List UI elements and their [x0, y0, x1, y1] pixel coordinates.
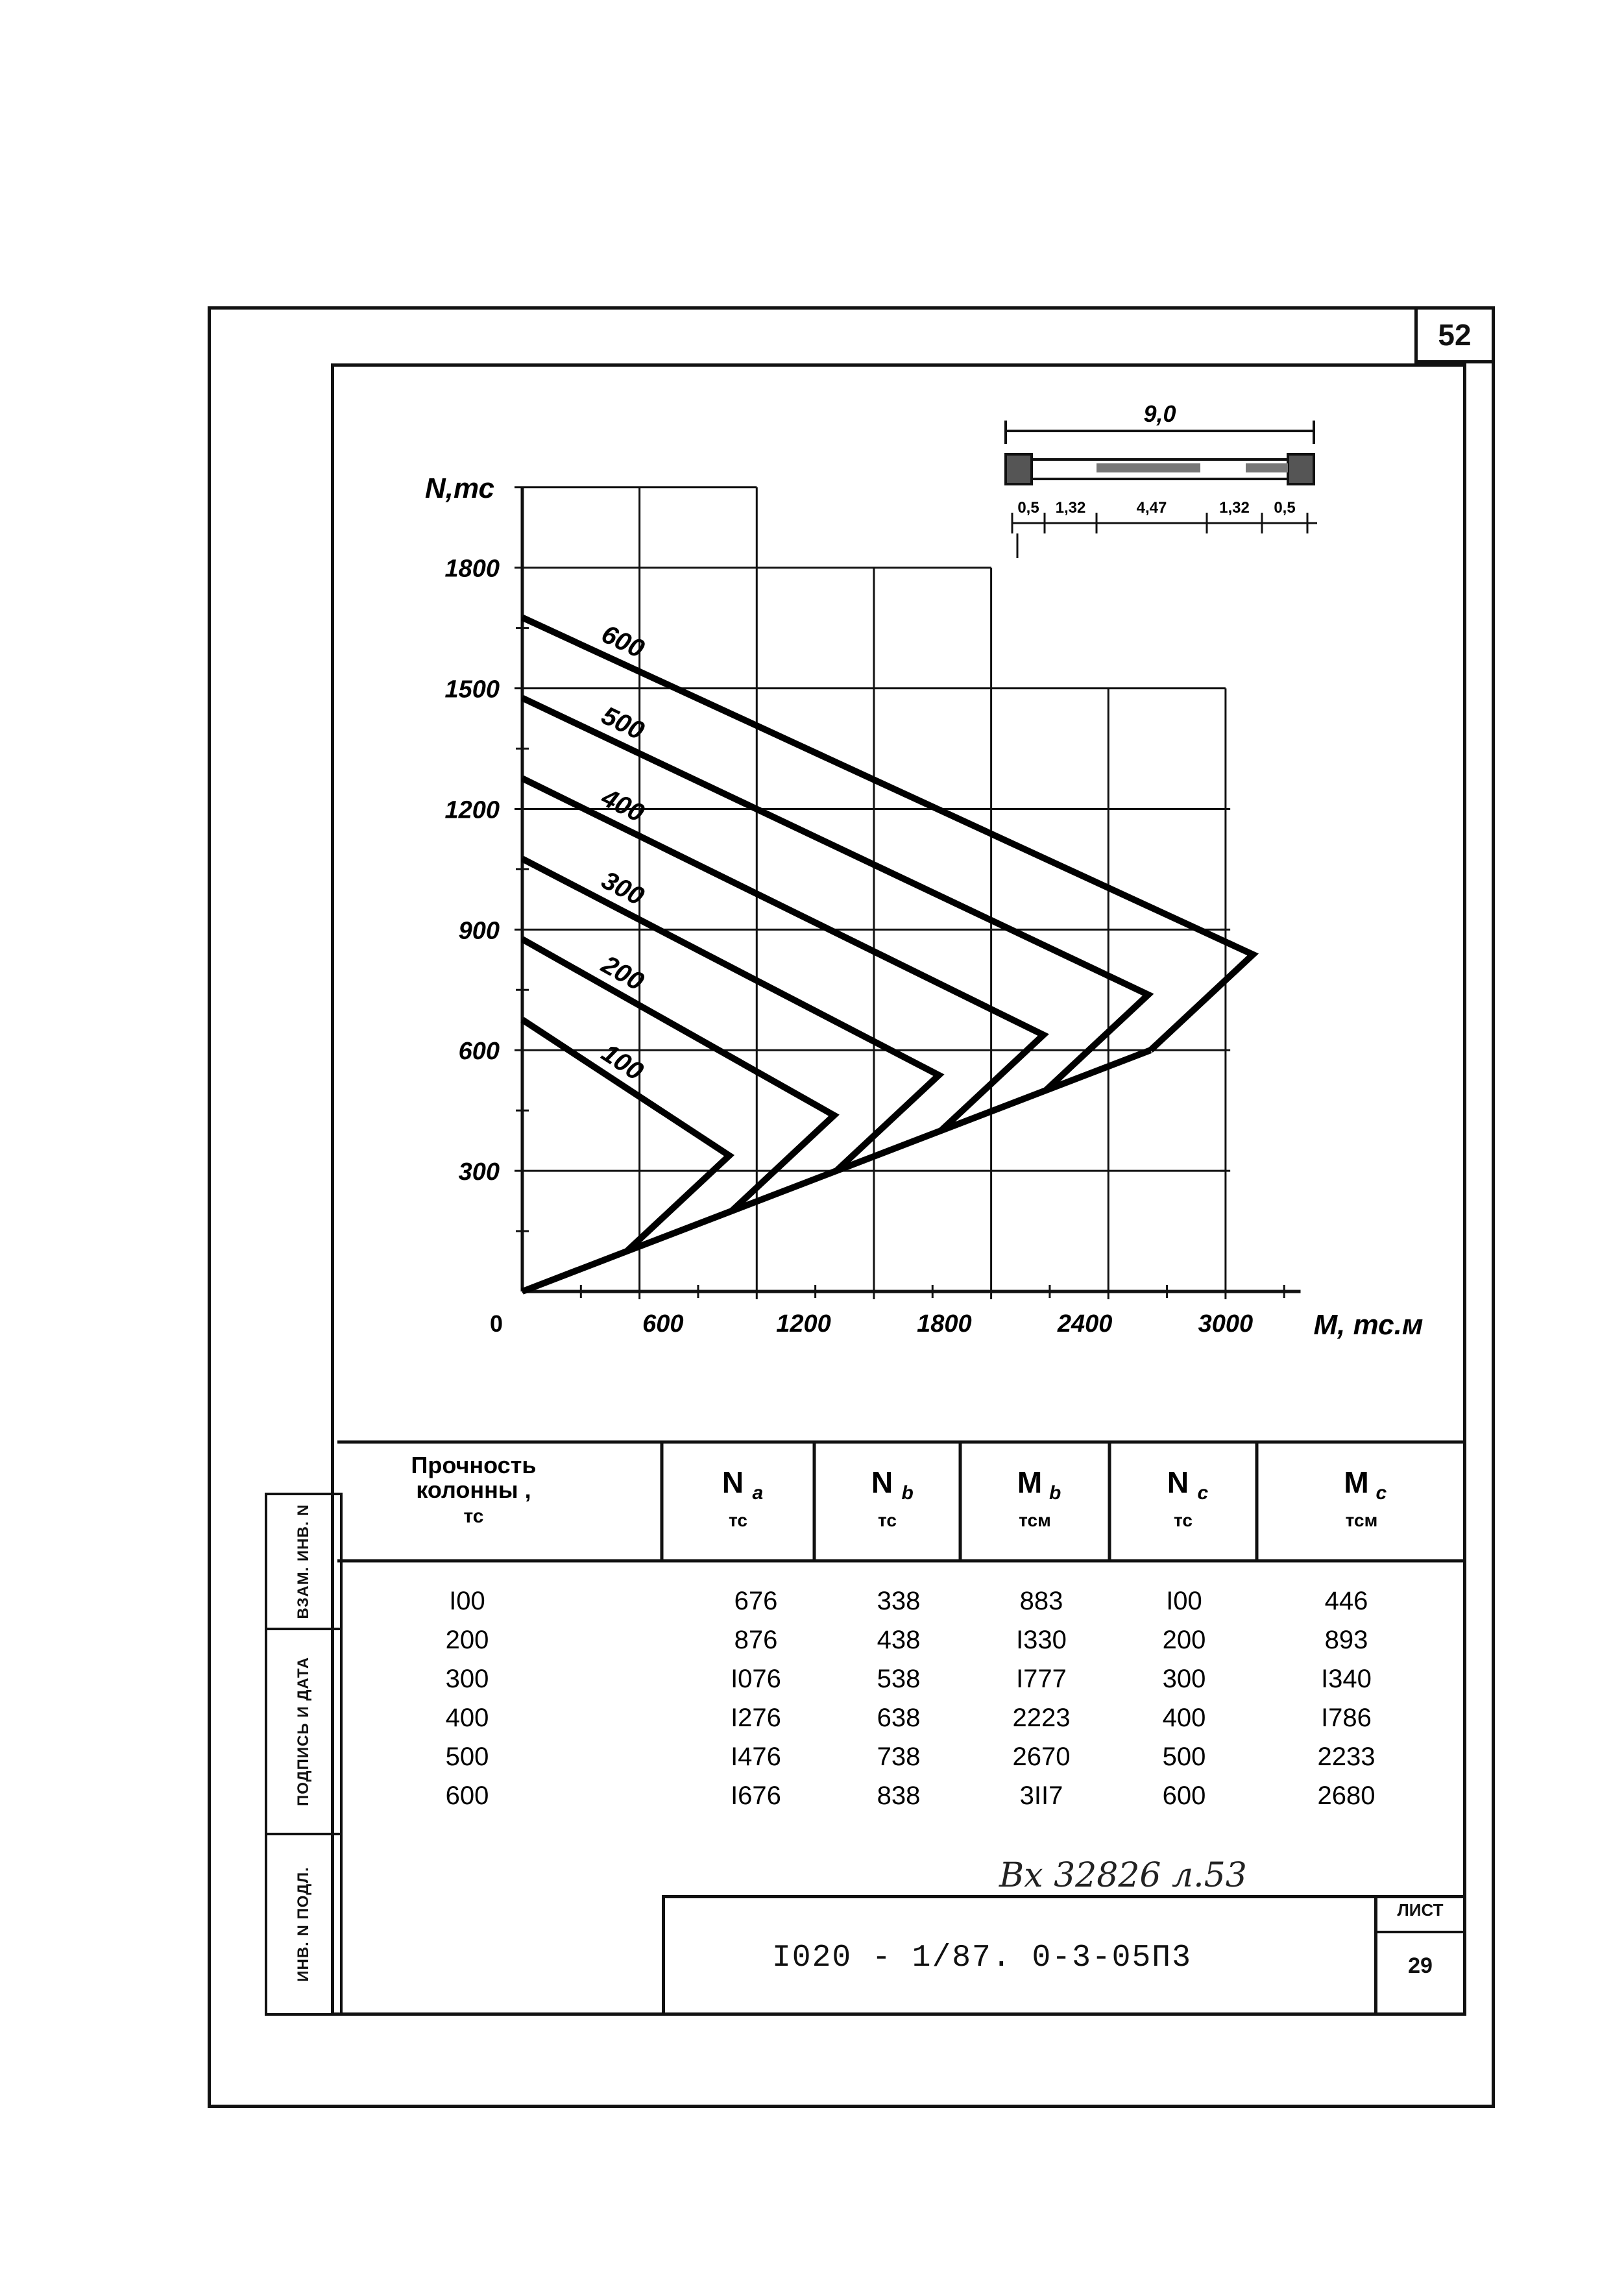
table-header-1-sub: a	[752, 1482, 764, 1504]
table-cell-r3-c1: I276	[731, 1704, 781, 1732]
table-header-2-unit: тс	[878, 1510, 897, 1530]
table-cell-r4-c3: 2670	[1012, 1743, 1071, 1771]
sketch-subdim-3: 1,32	[1219, 499, 1250, 517]
top-sheet-number: 52	[1414, 306, 1495, 363]
sheet-divider	[1374, 1931, 1466, 1933]
stamp-cell-replace	[267, 1495, 340, 1630]
sketch-subdim-0: 0,5	[1017, 499, 1039, 517]
table-cell-r5-c1: I676	[731, 1781, 781, 1810]
table-cell-r3-c0: 400	[445, 1704, 489, 1732]
table-header-4-sub: c	[1197, 1482, 1209, 1504]
table-header-3: M	[1017, 1465, 1043, 1499]
table-cell-r0-c1: 676	[734, 1587, 778, 1615]
table-cell-r2-c3: I777	[1016, 1665, 1067, 1693]
x-tick-label-2400: 2400	[1057, 1310, 1113, 1338]
table-cell-r4-c2: 738	[877, 1743, 921, 1771]
table-cell-r5-c2: 838	[877, 1781, 921, 1810]
table-cell-r3-c2: 638	[877, 1704, 921, 1732]
stamp-replace-label: ВЗАМ. ИНВ. N	[295, 1504, 312, 1619]
table-cell-r0-c3: 883	[1019, 1587, 1063, 1615]
sheet-label: ЛИСТ	[1397, 1900, 1444, 1920]
table-cell-r1-c4: 200	[1162, 1626, 1206, 1654]
table-cell-r2-c1: I076	[731, 1665, 781, 1693]
y-tick-label-300: 300	[458, 1158, 500, 1186]
x-tick-label-1200: 1200	[776, 1310, 831, 1338]
sketch-subdim-2: 4,47	[1136, 499, 1167, 517]
table-cell-r3-c3: 2223	[1012, 1704, 1071, 1732]
table-cell-r0-c4: I00	[1166, 1587, 1202, 1615]
table-header-2: N	[871, 1465, 893, 1499]
curve-label-200: 200	[596, 950, 649, 997]
table-cell-r5-c4: 600	[1162, 1781, 1206, 1810]
handwritten-note: Вх 32826 л.53	[999, 1856, 1247, 1895]
origin-label: 0	[489, 1310, 503, 1337]
table-cell-r4-c4: 500	[1162, 1743, 1206, 1771]
y-tick-label-1800: 1800	[444, 555, 500, 583]
stamp-cell-signature	[267, 1630, 340, 1835]
table-cell-r1-c2: 438	[877, 1626, 921, 1654]
x-tick-label-3000: 3000	[1198, 1310, 1254, 1338]
table-header-5: M	[1344, 1465, 1369, 1499]
table-cell-r1-c5: 893	[1324, 1626, 1368, 1654]
y-tick-label-600: 600	[458, 1038, 500, 1066]
table-cell-r0-c5: 446	[1324, 1587, 1368, 1615]
table-cell-r2-c5: I340	[1321, 1665, 1372, 1693]
table-cell-r5-c3: 3II7	[1019, 1781, 1063, 1810]
table-header-3-unit: тсм	[1019, 1510, 1051, 1530]
table-cell-r1-c3: I330	[1016, 1626, 1067, 1654]
table-cell-r4-c1: I476	[731, 1743, 781, 1771]
table-header-0-line-1: колонны ,	[416, 1476, 531, 1503]
sheet-number: 29	[1408, 1953, 1433, 1978]
table-cell-r5-c5: 2680	[1317, 1781, 1376, 1810]
table-header-5-sub: c	[1376, 1482, 1387, 1504]
table-header-1-unit: тс	[729, 1510, 747, 1530]
curve-label-300: 300	[597, 866, 649, 911]
table-cell-r1-c0: 200	[445, 1626, 489, 1654]
table-header-1: N	[721, 1465, 744, 1499]
table-header-2-sub: b	[901, 1482, 914, 1504]
y-tick-label-900: 900	[458, 917, 500, 945]
table-cell-r0-c2: 338	[877, 1587, 921, 1615]
table-header-0-line-0: Прочность	[411, 1452, 537, 1478]
x-axis-label: M, тс.м	[1313, 1309, 1424, 1341]
side-stamp	[265, 1493, 343, 2016]
table-cell-r3-c4: 400	[1162, 1704, 1206, 1732]
table-cell-r2-c2: 538	[877, 1665, 921, 1693]
x-tick-label-600: 600	[642, 1310, 684, 1338]
table-header-3-sub: b	[1049, 1482, 1061, 1504]
curve-label-600: 600	[597, 619, 649, 664]
sketch-subdim-1: 1,32	[1055, 499, 1086, 517]
table-cell-r1-c1: 876	[734, 1626, 778, 1654]
curve-label-400: 400	[597, 783, 649, 828]
table-header-4: N	[1167, 1465, 1189, 1499]
table-header-0-unit: тс	[463, 1506, 484, 1527]
table-cell-r4-c0: 500	[445, 1743, 489, 1771]
table-cell-r4-c5: 2233	[1317, 1743, 1376, 1771]
sketch-total-dim: 9,0	[1143, 400, 1176, 427]
x-tick-label-1800: 1800	[917, 1310, 972, 1338]
curve-label-100: 100	[596, 1038, 649, 1086]
sketch-subdim-4: 0,5	[1274, 499, 1296, 517]
table-header-5-unit: тсм	[1345, 1510, 1378, 1530]
table-cell-r3-c5: I786	[1321, 1704, 1372, 1732]
table-cell-r0-c0: I00	[449, 1587, 485, 1615]
table-cell-r2-c4: 300	[1162, 1665, 1206, 1693]
table-cell-r2-c0: 300	[445, 1665, 489, 1693]
table-text	[411, 1452, 1387, 1810]
table-cell-r5-c0: 600	[445, 1781, 489, 1810]
y-tick-label-1200: 1200	[444, 796, 500, 824]
y-axis-label: N,тс	[425, 472, 495, 504]
y-tick-label-1500: 1500	[444, 676, 500, 703]
stamp-cell-original	[267, 1835, 340, 2013]
stamp-original-label: ИНВ. N ПОДЛ.	[295, 1866, 312, 1982]
document-code: I020 - 1/87. 0-3-05П3	[772, 1940, 1192, 1975]
curve-label-500: 500	[597, 701, 649, 746]
stamp-signature-label: ПОДПИСЬ И ДАТА	[295, 1656, 312, 1807]
table-header-4-unit: тс	[1174, 1510, 1193, 1530]
